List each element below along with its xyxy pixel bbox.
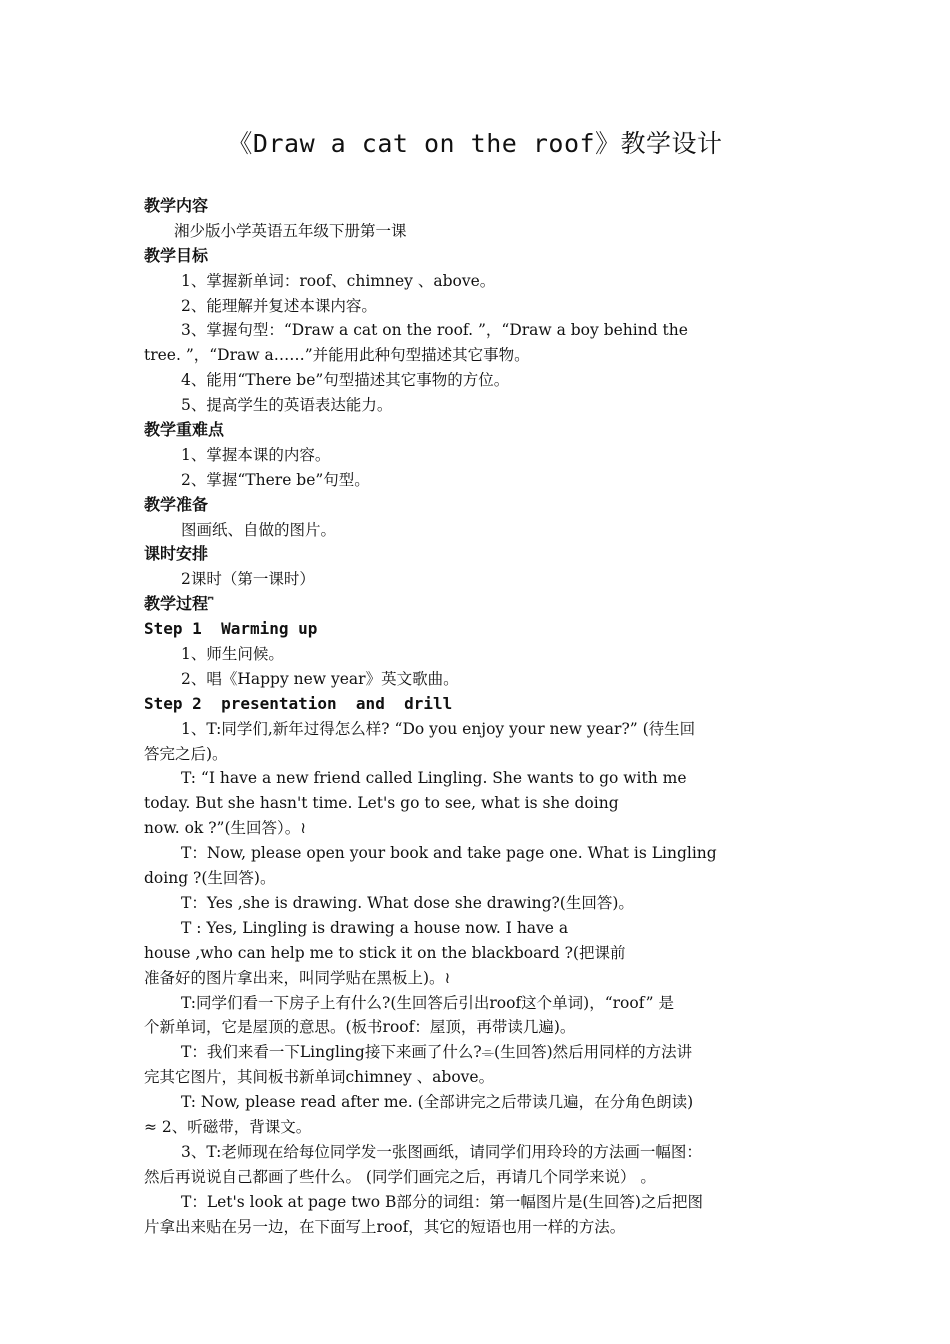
heading-teaching-content: 教学内容 bbox=[144, 196, 209, 215]
step2-line: ≈ 2、听磁带，背课文。 bbox=[144, 1117, 312, 1136]
goal-item: 4、能用“There be”句型描述其它事物的方位。 bbox=[181, 371, 510, 390]
step2-line: T：Let's look at page two B部分的词组：第一幅图片是(生回答)之后把图 bbox=[181, 1192, 703, 1211]
step2-line: 片拿出来贴在另一边，在下面写上roof，其它的短语也用一样的方法。 bbox=[144, 1217, 626, 1236]
preparation-text: 图画纸、自做的图片。 bbox=[181, 520, 337, 539]
key-point-item: 1、掌握本课的内容。 bbox=[181, 445, 331, 464]
step2-line: now. ok ?”(生回答）。≀ bbox=[144, 819, 307, 838]
step2-line: T:同学们看一下房子上有什么?(生回答后引出roof这个单词)，“roof” 是 bbox=[181, 993, 674, 1012]
process-heading-text: 教学过程 bbox=[144, 594, 209, 614]
document-title: 《Draw a cat on the roof》教学设计 bbox=[227, 129, 723, 158]
document-body bbox=[144, 194, 819, 1239]
heading-preparation: 教学准备 bbox=[144, 494, 209, 514]
process-mark: ⎴ bbox=[208, 598, 214, 614]
step2-line: T：我们来看一下Lingling接下来画了什么?⌯(生回答)然后用同样的方法讲 bbox=[181, 1043, 693, 1062]
step2-line: 然后再说说自己都画了些什么。 (同学们画完之后，再请几个同学来说） 。 bbox=[144, 1167, 656, 1186]
goal-item: 2、能理解并复述本课内容。 bbox=[181, 296, 377, 315]
step2-line: 1、T:同学们,新年过得怎么样? “Do you enjoy your new year?” (待生回 bbox=[181, 719, 696, 738]
heading-schedule: 课时安排 bbox=[144, 544, 209, 564]
step2-title: Step 2 presentation and drill bbox=[144, 693, 453, 713]
step2-line: 完其它图片，其间板书新单词chimney 、above。 bbox=[144, 1068, 495, 1087]
step2-line: T：Yes ,she is drawing. What dose she drawing?(生回答)。 bbox=[181, 893, 634, 912]
goal-item: 5、提高学生的英语表达能力。 bbox=[181, 396, 393, 415]
goal-item-continued: tree. ”，“Draw a……”并能用此种句型描述其它事物。 bbox=[144, 346, 530, 365]
step2-line: 3、T:老师现在给每位同学发一张图画纸，请同学们用玲玲的方法画一幅图： bbox=[181, 1142, 702, 1161]
key-point-item: 2、掌握“There be”句型。 bbox=[181, 470, 370, 489]
step2-line: T：Now, please open your book and take page one. What is Lingling bbox=[181, 844, 717, 863]
step2-line: 答完之后)。 bbox=[144, 744, 228, 763]
step2-line: doing ?(生回答)。 bbox=[144, 869, 276, 888]
heading-process bbox=[144, 592, 819, 617]
step2-line: 个新单词，它是屋顶的意思。(板书roof：屋顶，再带读几遍)。 bbox=[144, 1018, 576, 1037]
step2-line: T: Now, please read after me. (全部讲完之后带读几遍，在分角色朗读) bbox=[181, 1093, 694, 1112]
goal-item: 1、掌握新单词：roof、chimney 、above。 bbox=[181, 271, 496, 290]
heading-teaching-goals: 教学目标 bbox=[144, 245, 209, 265]
step1-title: Step 1 Warming up bbox=[144, 619, 318, 639]
goal-item: 3、掌握句型：“Draw a cat on the roof. ”，“Draw a boy behind the bbox=[181, 321, 688, 340]
step1-item: 1、师生问候。 bbox=[181, 645, 284, 664]
step2-line: T : Yes, Lingling is drawing a house now. I have a bbox=[181, 918, 569, 937]
step2-line: T: “I have a new friend called Lingling. She wants to go with me bbox=[181, 769, 687, 788]
teaching-content-text: 湘少版小学英语五年级下册第一课 bbox=[174, 221, 407, 240]
step1-item: 2、唱《Happy new year》英文歌曲。 bbox=[181, 669, 459, 688]
schedule-text: 2课时（第一课时） bbox=[181, 570, 315, 589]
step2-line: 准备好的图片拿出来，叫同学贴在黑板上)。≀ bbox=[144, 968, 451, 987]
step2-line: house ,who can help me to stick it on the blackboard ?(把课前 bbox=[144, 943, 626, 962]
step2-line: today. But she hasn't time. Let's go to see, what is she doing bbox=[144, 794, 619, 813]
heading-key-points: 教学重难点 bbox=[144, 420, 225, 440]
